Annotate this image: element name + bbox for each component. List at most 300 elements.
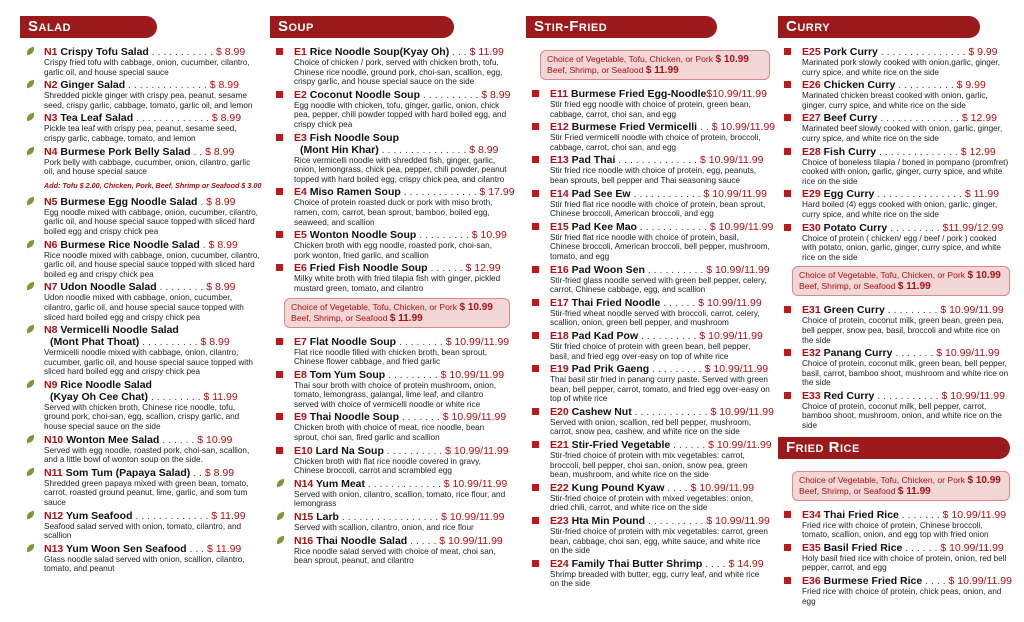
item-description: Marinated pork slowly cooked with onion,garlic, ginger, curry spice, and white rice on the side: [802, 58, 1000, 77]
item-code: N1: [44, 46, 58, 58]
menu-item: [20, 112, 260, 143]
menu-item: [778, 509, 1010, 540]
item-leader-dots: . . . . . .: [660, 296, 699, 309]
item-name: Green Curry: [823, 304, 885, 317]
item-name-line: [44, 46, 260, 58]
item-code: N4: [44, 145, 58, 158]
item-code: E6: [294, 262, 307, 275]
item-price: $ 8.99: [204, 466, 235, 479]
square-bullet-icon: [532, 156, 539, 163]
item-name-line: [550, 405, 774, 418]
leaf-bullet-icon: [25, 196, 36, 205]
item-name-line: [802, 46, 1010, 58]
item-price: $ 8.99: [211, 112, 242, 125]
item-code: N11: [44, 466, 63, 479]
menu-item: [270, 411, 510, 442]
leaf-bullet-icon: [25, 510, 36, 519]
menu-item: [526, 188, 770, 219]
item-description: Vermicelli noodle mixed with cabbage, onion, cilantro, cucumber, garlic oil, and house special sauce topped with sliced hard boiled egg and crispy chick pea: [44, 348, 253, 377]
item-price: $ 12.99: [960, 145, 996, 158]
item-subname: (Mont Phat Thoat): [50, 336, 140, 349]
item-name-line: [294, 511, 510, 523]
item-description: Choice of protein roasted duck or pork with miso broth, ramen, corn, carrot, bean sprout, bamboo, boiled egg, seaweed, and scallion: [294, 198, 493, 227]
item-name: Burmese Rice Noodle Salad: [60, 238, 200, 251]
item-code: E27: [802, 112, 821, 125]
leaf-bullet-icon: [25, 434, 36, 443]
item-leader-dots: . . . .: [664, 481, 691, 494]
item-name: Ginger Salad: [60, 79, 126, 92]
item-leader-dots: . . . . . . . . .: [385, 368, 441, 381]
item-name: Pad See Ew: [571, 187, 631, 200]
square-bullet-icon: [276, 338, 283, 345]
fried-rice-choice-box: Choice of Vegetable, Tofu, Chicken, or Pork $ 10.99 Beef, Shrimp, or Seafood $ 11.99: [792, 471, 1010, 501]
item-leader-dots: . . . . . . . . . . . . .: [400, 186, 480, 199]
item-name-line: [294, 445, 510, 457]
item-code: E2: [294, 88, 307, 101]
item-price: $ 10.99/11.99: [441, 511, 505, 524]
item-price: $ 8.99: [206, 195, 236, 208]
item-name: Egg Curry: [823, 188, 875, 201]
curry-list-2: [778, 304, 1010, 430]
item-description: Stir fried flat rice noodle with choice of protein, basil, Chinese broccoli, American broccoli, bell pepper, mushroom, tomato, and egg: [550, 232, 770, 261]
item-name-line: [294, 46, 510, 58]
menu-item: [270, 262, 510, 293]
item-description: Choice of protein, coconut milk, green bean, green pea, bell pepper, snow pea, basil, broccoli and white rice on the side: [802, 316, 1004, 345]
item-code: E32: [802, 347, 821, 360]
item-description: Hard boiled (4) eggs cooked with onion, garlic, ginger, curry spice, and white rice on the side: [802, 200, 998, 219]
item-description: Marinated chicken breast cooked with onion, garlic, ginger, curry spice, and white rice on the side: [802, 91, 988, 110]
item-price: $ 12.99: [465, 262, 501, 275]
item-leader-dots: . . . . . .: [427, 262, 466, 275]
item-name-line: [44, 467, 260, 479]
item-name: Yum Meat: [316, 477, 366, 490]
item-description: Fried rice with choice of protein, Chinese broccoli, tomato, scallion, onion, and egg top with fried onion: [802, 520, 989, 540]
menu-item: [20, 146, 260, 177]
square-bullet-icon: [784, 544, 791, 551]
item-leader-dots: . . . . . . . . . .: [638, 329, 700, 342]
item-code: E17: [550, 296, 569, 309]
item-name-line: [802, 304, 1010, 316]
item-leader-dots: . . . . . . . . .: [884, 304, 941, 317]
item-price: $ 14.99: [728, 557, 764, 570]
menu-item: [20, 324, 260, 377]
leaf-bullet-icon: [275, 478, 286, 487]
menu-item: [270, 445, 510, 476]
square-bullet-icon: [532, 441, 539, 448]
item-name-line: [44, 112, 260, 124]
item-name: Yum Seafood: [66, 509, 133, 522]
menu-item: [526, 405, 774, 437]
soup-choice-box: Choice of Vegetable, Tofu, Chicken, or Pork $ 10.99 Beef, Shrimp, or Seafood $ 11.99: [284, 298, 510, 328]
item-price: $ 11.99: [207, 542, 242, 555]
item-name: Hta Min Pound: [571, 515, 646, 528]
menu-item: [20, 467, 260, 508]
item-description: Choice of chicken / pork, served with chicken broth, tofu, Chinese rice noodle, ground pork, choi-san, scallion, egg, crispy garlic, and house special sauce on the side: [294, 58, 503, 87]
menu-item: [270, 478, 510, 509]
item-description: Rice noodle salad served with choice of meat, choi san, bean sprout, peanut, and cilantro: [294, 546, 496, 566]
item-leader-dots: . . . . . . . . . .: [644, 263, 707, 276]
square-bullet-icon: [532, 266, 539, 273]
menu-item: [20, 239, 260, 280]
item-name-line: [550, 363, 770, 375]
item-name: Pad Woon Sen: [571, 263, 645, 276]
menu-item: [20, 379, 260, 432]
item-leader-dots: . . . . . . . . . . . . . .: [876, 145, 961, 158]
square-bullet-icon: [276, 134, 283, 141]
item-code: E14: [550, 187, 569, 200]
item-description: Egg noodle with chicken, tofu, ginger, garlic, onion, chick pea, pepper, chili powder topped with hard boiled egg, and crispy chick pea: [294, 100, 507, 129]
item-name-line: [44, 281, 260, 293]
curry-list: [778, 46, 1010, 262]
item-name-line: [294, 411, 510, 423]
item-description: Served with chicken broth, Chinese rice noodle, tofu, ground pork, choi-san, egg, scallion, crispy garlic, and house special sauce on the side: [44, 402, 240, 432]
item-leader-dots: . . . . . . .: [892, 347, 937, 360]
item-description: Fried rice with choice of protein, chick peas, onion, and egg: [802, 587, 1002, 606]
item-name: Som Tum (Papaya Salad): [65, 466, 191, 479]
item-description: Choice of protein, coconut milk, bell pepper, carrot, bamboo shoot, mushroom, onion, and white rice on the side: [802, 401, 1002, 431]
menu-item: [526, 121, 776, 152]
item-leader-dots: . . . . . . . . . . . . . . .: [874, 188, 965, 201]
menu-item: [270, 186, 515, 227]
item-name: Yum Woon Sen Seafood: [66, 542, 187, 555]
square-bullet-icon: [276, 371, 283, 378]
soup-column: [270, 0, 515, 568]
item-price: $ 12.99: [961, 112, 997, 125]
square-bullet-icon: [784, 114, 791, 121]
item-leader-dots: . .: [190, 145, 206, 158]
menu-item: [526, 482, 770, 513]
item-price: $ 8.99: [215, 46, 246, 58]
item-name: Red Curry: [823, 389, 875, 402]
menu-item: [526, 558, 770, 589]
item-name-line: [44, 324, 260, 336]
menu-item: [270, 229, 510, 260]
leaf-bullet-icon: [25, 380, 36, 389]
soup-list-2: [270, 336, 510, 566]
item-description: Seafood salad served with onion, tomato, cilantro, and scallion: [44, 521, 242, 541]
item-price: $ 8.99: [208, 238, 238, 251]
item-subname: (Mont Hin Khar): [300, 143, 379, 156]
menu-item: [778, 390, 1010, 431]
stir-fried-choice-box: Choice of Vegetable, Tofu, Chicken, or Pork $ 10.99 Beef, Shrimp, or Seafood $ 11.99: [540, 50, 770, 80]
item-name: Wonton Noodle Soup: [309, 229, 417, 242]
item-code: N15: [294, 511, 314, 524]
item-description: Milky white broth with fried tilapia fish with ginger, pickled mustard green, tomato, and cilantro: [294, 274, 501, 293]
item-price: $ 10.99/11.99: [445, 335, 510, 348]
item-description: Marinated beef slowly cooked with onion, garlic, ginger, curry spice, and white rice on the side: [802, 124, 1003, 143]
item-code: E24: [550, 557, 569, 570]
item-name: Thai Noodle Salad: [316, 534, 408, 547]
item-code: N9: [44, 378, 58, 391]
item-code: N5: [44, 195, 58, 208]
item-name-line: [294, 89, 510, 101]
item-price: $ 8.99: [206, 281, 236, 294]
item-name-line-2: [44, 336, 260, 348]
menu-item: [270, 369, 510, 410]
item-price: $ 10.99: [197, 433, 233, 446]
item-name: Vermicelli Noodle Salad: [60, 324, 179, 337]
item-leader-dots: . .: [697, 121, 712, 134]
item-price: $ 11.99: [203, 390, 238, 403]
item-name-line: [294, 229, 510, 241]
item-leader-dots: . . . . . . .: [898, 508, 943, 521]
item-name: Tea Leaf Salad: [60, 112, 134, 125]
item-name: Flat Noodle Soup: [309, 335, 397, 348]
item-description: Shredded pickle ginger with crispy pea, peanut, sesame seed, crispy garlic, cabbage, tomato, garlic oil, and lemon: [44, 91, 253, 110]
item-name-line: [294, 262, 510, 274]
item-price: $ 10.99/11.99: [704, 363, 769, 376]
item-code: N14: [294, 477, 314, 490]
item-price: $ 10.99/11.99: [698, 296, 762, 309]
item-code: E34: [802, 508, 821, 521]
item-code: E13: [550, 154, 569, 167]
item-price: $ 10.99/11.99: [942, 508, 1007, 521]
item-description: Choice of boneless tilapia / boned in pompano (promfret) cooked with onion, garlic, ginger, curry spice, and white rice on the side: [802, 157, 1009, 186]
item-price: $ 10.99/11.99: [940, 304, 1004, 317]
leaf-bullet-icon: [25, 113, 36, 122]
square-bullet-icon: [532, 299, 539, 306]
item-code: N12: [44, 509, 64, 522]
item-code: N10: [44, 433, 64, 446]
item-description: Udon noodle mixed with cabbage, onion, cucumber, cilantro, garlic oil, and house special sauce topped with sliced hard boiled egg and crispy chick pea: [44, 293, 244, 322]
item-code: E35: [802, 541, 821, 554]
menu-item: [778, 542, 1010, 573]
item-leader-dots: . . . . . . . . . . . . . .: [125, 79, 210, 92]
item-price: $ 10.99/11.99: [439, 534, 503, 547]
item-code: E33: [802, 389, 821, 402]
item-description: Chicken broth with flat rice noodle covered in gravy, Chinese broccoli, carrot and scrambled egg: [294, 456, 481, 476]
soup-list: [270, 46, 515, 294]
item-description: Pickle tea leaf with crispy pea, peanut, sesame seed, crispy garlic, cabbage, tomato, and lemon: [44, 124, 237, 143]
item-leader-dots: . . . . . . . . . .: [139, 336, 201, 349]
item-leader-dots: . . . . .: [407, 534, 440, 547]
item-description: Served with scallion, cilantro, onion, and rice flour: [294, 523, 474, 533]
item-name: Fish Noodle Soup: [309, 131, 400, 144]
item-name: Larb: [316, 511, 339, 524]
menu-item: [20, 434, 260, 465]
item-code: N16: [294, 534, 314, 547]
square-bullet-icon: [532, 190, 539, 197]
menu-item: [526, 264, 770, 295]
salad-column: [20, 0, 260, 576]
item-name-line: [44, 196, 260, 208]
item-code: E9: [294, 411, 307, 424]
item-leader-dots: . . . . . . . .: [156, 281, 207, 294]
item-description: Holy basil fried rice with choice of protein, onion, red bell pepper, carrot, and egg: [802, 553, 1007, 573]
item-price: $ 10.99/11.99: [442, 411, 507, 424]
item-code: E28: [802, 145, 821, 158]
item-price: $ 9.99: [968, 46, 998, 58]
menu-item: [20, 543, 260, 574]
item-price: $ 10.99/11.99: [711, 121, 776, 134]
item-code: E20: [550, 405, 569, 418]
item-leader-dots: . . . . . . . . . . . . . . .: [378, 143, 470, 156]
square-bullet-icon: [276, 91, 283, 98]
item-price: $ 10.99: [471, 229, 507, 242]
item-description: Stir fried rice noodle with choice of protein, egg, peanuts, bean sprouts, bell pepper and Thai seasoning sauce: [550, 166, 757, 185]
item-description: Served with onion, cilantro, scallion, tomato, rice flour, and lemongrass: [294, 489, 506, 509]
item-name-line: [550, 439, 770, 451]
square-bullet-icon: [784, 349, 791, 356]
menu-item: [526, 330, 770, 361]
item-code: E19: [550, 363, 569, 376]
item-price: $ 10.99/11.99: [445, 444, 509, 457]
menu-item: [526, 220, 774, 262]
item-name: Udon Noodle Salad: [60, 281, 157, 294]
item-name: Beef Curry: [823, 112, 878, 125]
item-name-line: [802, 188, 1010, 200]
item-name: Stir-Fried Vegetable: [571, 439, 671, 452]
item-name: Lard Na Soup: [315, 444, 384, 457]
item-leader-dots: . . . . . .: [159, 433, 198, 446]
item-name-line: [550, 330, 770, 342]
item-description: Stir fried egg noodle with choice of protein, green bean, cabbage, carrot, choi san, and egg: [550, 100, 751, 119]
item-leader-dots: . . . . . . . . . . . . .: [133, 112, 212, 125]
item-price: $ 11.99: [211, 509, 246, 522]
item-code: N6: [44, 238, 58, 251]
square-bullet-icon: [276, 413, 283, 420]
item-code: E3: [294, 131, 307, 144]
item-leader-dots: . . . . . . . . . . . . . . . . .: [338, 511, 442, 524]
menu-item: [778, 575, 1010, 606]
item-price: $ 10.99/11.99: [708, 439, 772, 452]
item-description: Stir-fried choice of protein with mix vegetables: carrot, broccoli, bell pepper, choi san, onion, snow pea, green bean, mushroom, and white rice on the side: [550, 451, 748, 480]
item-price: $ 8.99: [205, 145, 235, 158]
item-leader-dots: . . .: [186, 542, 207, 555]
square-bullet-icon: [532, 484, 539, 491]
item-description: Egg noodle mixed with cabbage, onion, cucumber, cilantro, garlic oil, and house special sauce topped with sliced hard boiled egg and crispy chick pea: [44, 207, 258, 236]
item-price: $ 10.99/11.99: [699, 329, 763, 342]
item-leader-dots: . . . . . . . . . . . . .: [365, 477, 444, 490]
item-code: E4: [294, 186, 307, 199]
leaf-bullet-icon: [275, 535, 286, 544]
menu-item: [270, 89, 510, 130]
item-leader-dots: . . . . . . . . . . . . . . .: [877, 46, 969, 58]
item-price: $ 10.99/11.99: [709, 220, 774, 233]
item-code: N2: [44, 79, 58, 92]
item-name: Coconut Noodle Soup: [309, 88, 421, 101]
square-bullet-icon: [276, 48, 283, 55]
item-code: E1: [294, 46, 307, 58]
item-name-line: [802, 575, 1010, 587]
square-bullet-icon: [784, 577, 791, 584]
item-leader-dots: . . . . . .: [902, 541, 941, 554]
item-name-line: [802, 509, 1010, 521]
menu-item: [270, 336, 510, 367]
item-price: $ 10.99/11.99: [690, 481, 755, 494]
leaf-bullet-icon: [25, 80, 36, 89]
item-description: Pork belly with cabbage, cucumber, onion, cilantro, garlic oil, and house special sauce: [44, 157, 251, 177]
menu-item: [20, 79, 260, 110]
curry-header: Curry: [778, 16, 980, 38]
item-code: E30: [802, 221, 821, 234]
leaf-bullet-icon: [275, 512, 286, 521]
item-leader-dots: .: [199, 238, 209, 251]
item-code: E21: [550, 439, 569, 452]
soup-header: Soup: [270, 16, 454, 38]
item-name-line: [550, 154, 770, 166]
item-name: Pad Kad Pow: [571, 329, 639, 342]
item-name: Kung Pound Kyaw: [571, 481, 665, 494]
item-code: N8: [44, 324, 58, 337]
item-description: Stir-fried choice of protein with mixed vegetables: onion, dried chili, carrot, and white rice on the side: [550, 493, 753, 513]
leaf-bullet-icon: [25, 467, 36, 476]
item-description: Shredded green papaya mixed with green bean, tomato, carrot, roasted ground peanut, lime, garlic, and som tum sauce: [44, 478, 249, 508]
item-code: E12: [550, 121, 569, 134]
item-name: Burmese Egg Noodle Salad: [60, 195, 198, 208]
square-bullet-icon: [784, 392, 791, 399]
item-leader-dots: . . . . . . . . .: [148, 390, 204, 403]
item-name: Basil Fried Rice: [823, 541, 903, 554]
item-description: Chicken broth with choice of meat, rice noodle, bean sprout, choi san, fired garlic and scallion: [294, 423, 485, 443]
item-code: E8: [294, 368, 307, 381]
item-leader-dots: . . . .: [702, 557, 729, 570]
item-price: $ 10.99/11.99: [706, 515, 770, 528]
item-name-line: [44, 79, 260, 91]
square-bullet-icon: [532, 223, 539, 230]
item-name: Cashew Nut: [571, 405, 632, 418]
item-price: $ 10.99/11.99: [443, 477, 508, 490]
item-name-line: [294, 478, 510, 490]
square-bullet-icon: [784, 190, 791, 197]
item-leader-dots: . . . . . . . . . . . . .: [132, 509, 212, 522]
item-name-line: [44, 379, 260, 391]
item-name: Panang Curry: [823, 347, 893, 360]
item-code: E5: [294, 229, 307, 242]
square-bullet-icon: [276, 264, 283, 271]
item-code: E15: [550, 220, 569, 233]
item-name: Burmese Fried Egg-Noodle: [571, 88, 707, 100]
item-leader-dots: . .: [190, 466, 205, 479]
item-leader-dots: . . . . . . .: [399, 411, 443, 424]
item-description: Stir fried choice of protein with green bean, bell pepper, basil, and fried egg over-easy on top of white rice: [550, 341, 751, 361]
salad-header: Salad: [20, 16, 157, 38]
leaf-bullet-icon: [25, 282, 36, 291]
leaf-bullet-icon: [25, 146, 36, 155]
menu-item: [778, 79, 1010, 110]
leaf-bullet-icon: [25, 543, 36, 552]
item-name: Chicken Curry: [823, 79, 896, 92]
item-name-line: [802, 390, 1010, 402]
item-description: Served with egg noodle, roasted pork, choi-san, scallion, and a little bowl of wonton soup on the side.: [44, 445, 250, 465]
item-price: $ 10.99/11.99: [941, 389, 1005, 402]
item-name: Pad Thai: [571, 154, 616, 167]
menu-item: [20, 510, 260, 541]
square-bullet-icon: [532, 517, 539, 524]
menu-item: [526, 363, 770, 404]
item-name: Wonton Mee Salad: [66, 433, 160, 446]
square-bullet-icon: [532, 365, 539, 372]
item-name-line: [44, 510, 260, 522]
item-name: Pad Prik Gaeng: [571, 363, 650, 376]
menu-item: [20, 281, 260, 322]
menu-item: [778, 188, 1010, 219]
item-leader-dots: . . . . . .: [670, 439, 709, 452]
item-code: E36: [802, 575, 821, 588]
item-description: Stir Fried vermicelli noodle with choice of protein, broccoli, cabbage, carrot, choi san, and egg: [550, 133, 761, 152]
item-name-line: [294, 535, 510, 547]
item-price: $ 11.99: [469, 46, 504, 58]
item-price: $ 10.99/11.99: [699, 154, 764, 167]
item-code: E23: [550, 515, 569, 528]
item-price: $ 8.99: [469, 143, 499, 156]
menu-item: [778, 304, 1010, 345]
item-name-line: [550, 220, 774, 233]
item-price: $ 10.99/11.99: [940, 541, 1004, 554]
item-price: $ 10.99/11.99: [948, 575, 1012, 588]
item-leader-dots: . . . .: [922, 575, 949, 588]
item-price: $ 11.99: [964, 188, 1000, 201]
